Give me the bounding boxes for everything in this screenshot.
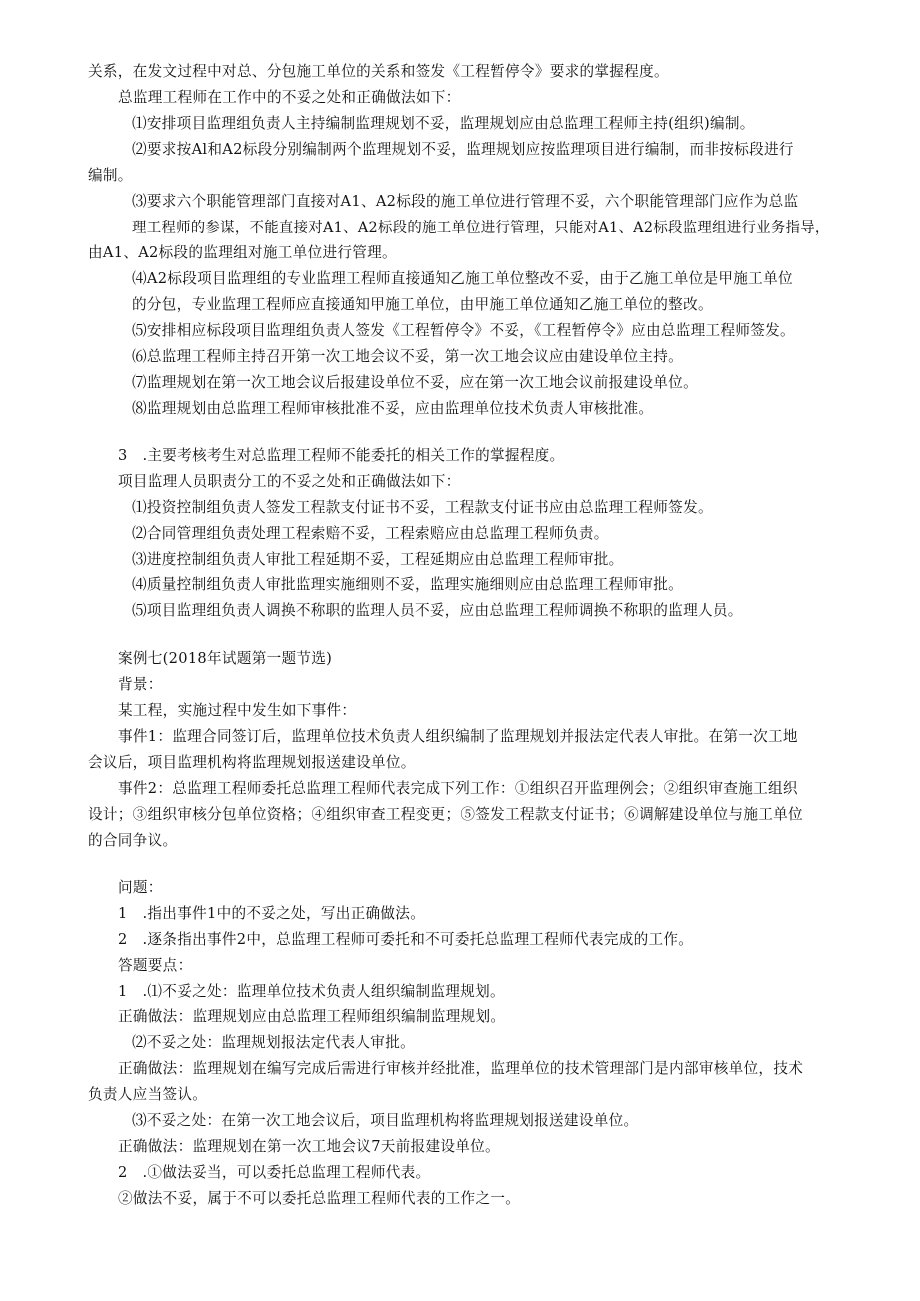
text-line: 背景： xyxy=(118,676,163,693)
case-title: 案例七(2018年试题第一题节选) xyxy=(118,650,333,667)
text-line: 理工程师的参谋，不能直接对A1、A2标段的施工单位进行管理，只能对A1、A2标段监理组进行业务指导， xyxy=(132,220,830,236)
text-line: 2 .逐条指出事件2中，总监理工程师可委托和不可委托总监理工程师代表完成的工作。 xyxy=(118,931,694,948)
text-line: 正确做法：监理规划在编写完成后需进行审核并经批准，监理单位的技术管理部门是内部审核单位，技术 xyxy=(118,1060,804,1077)
text-line: ⑸安排相应标段项目监理组负责人签发《工程暂停令》不妥，《工程暂停令》应由总监理工程师签发。 xyxy=(132,322,795,339)
text-line: ⑷质量控制组负责人审批监理实施细则不妥，监理实施细则应由总监理工程师审批。 xyxy=(132,576,684,593)
text-line: 3 .主要考核考生对总监理工程师不能委托的相关工作的掌握程度。 xyxy=(118,447,565,464)
text-line: 关系，在发文过程中对总、分包施工单位的关系和签发《工程暂停令》要求的掌握程度。 xyxy=(88,63,669,80)
text-line: 的合同争议。 xyxy=(88,832,178,849)
text-line: ⑻监理规划由总监理工程师审核批准不妥，应由监理单位技术负责人审核批准。 xyxy=(132,400,654,417)
text-line: 设计；③组织审核分包单位资格；④组织审查工程变更；⑤签发工程款支付证书；⑥调解建设单位与施工单位 xyxy=(88,806,803,823)
text-line: 事件1：监理合同签订后，监理单位技术负责人组织编制了监理规划并报法定代表人审批。在第一次工地 xyxy=(118,728,798,745)
text-line: 1 .⑴不妥之处：监理单位技术负责人组织编制监理规划。 xyxy=(118,983,505,1000)
text-line: 某工程，实施过程中发生如下事件： xyxy=(118,702,357,719)
text-line: 会议后，项目监理机构将监理规划报送建设单位。 xyxy=(88,754,416,771)
text-line: ⑹总监理工程师主持召开第一次工地会议不妥，第一次工地会议应由建设单位主持。 xyxy=(132,348,684,365)
text-line: ⑺监理规划在第一次工地会议后报建设单位不妥，应在第一次工地会议前报建设单位。 xyxy=(132,374,698,391)
text-line: ⑵要求按Al和A2标段分别编制两个监理规划不妥，监理规划应按监理项目进行编制，而非按标段进行 xyxy=(132,141,794,158)
text-line: 问题： xyxy=(118,879,163,896)
text-line: ⑸项目监理组负责人调换不称职的监理人员不妥，应由总监理工程师调换不称职的监理人员。 xyxy=(132,602,743,619)
text-line: 1 .指出事件1中的不妥之处，写出正确做法。 xyxy=(118,905,426,922)
text-line: ②做法不妥，属于不可以委托总监理工程师代表的工作之一。 xyxy=(118,1190,521,1207)
text-line: ⑵合同管理组负责处理工程索赔不妥，工程索赔应由总监理工程师负责。 xyxy=(132,525,609,542)
text-line: 的分包，专业监理工程师应直接通知甲施工单位，由甲施工单位通知乙施工单位的整改。 xyxy=(132,296,713,313)
text-line: 正确做法：监理规划在第一次工地会议7天前报建设单位。 xyxy=(118,1138,500,1155)
text-line: ⑶要求六个职能管理部门直接对A1、A2标段的施工单位进行管理不妥，六个职能管理部门应作为总监 xyxy=(132,193,799,210)
text-line: ⑴投资控制组负责人签发工程款支付证书不妥，工程款支付证书应由总监理工程师签发。 xyxy=(132,499,713,516)
text-line: 总监理工程师在工作中的不妥之处和正确做法如下： xyxy=(118,89,461,106)
text-line: 由A1、A2标段的监理组对施工单位进行管理。 xyxy=(88,244,397,261)
text-line: 负责人应当签认。 xyxy=(88,1086,208,1103)
text-line: ⑶不妥之处：在第一次工地会议后，项目监理机构将监理规划报送建设单位。 xyxy=(132,1112,639,1129)
text-line: 正确做法：监理规划应由总监理工程师组织编制监理规划。 xyxy=(118,1008,506,1025)
text-line: 答题要点： xyxy=(118,957,193,974)
text-line: ⑵不妥之处：监理规划报法定代表人审批。 xyxy=(132,1034,415,1051)
text-line: 2 .①做法妥当，可以委托总监理工程师代表。 xyxy=(118,1164,431,1181)
text-line: ⑷A2标段项目监理组的专业监理工程师直接通知乙施工单位整改不妥，由于乙施工单位是甲施工单位 xyxy=(132,270,793,287)
text-line: 编制。 xyxy=(88,167,133,184)
text-line: 项目监理人员职责分工的不妥之处和正确做法如下： xyxy=(118,473,461,490)
text-line: ⑴安排项目监理组负责人主持编制监理规划不妥，监理规划应由总监理工程师主持(组织)编制。 xyxy=(132,115,755,132)
text-line: ⑶进度控制组负责人审批工程延期不妥，工程延期应由总监理工程师审批。 xyxy=(132,551,624,568)
text-line: 事件2：总监理工程师委托总监理工程师代表完成下列工作：①组织召开监理例会；②组织审查施工组织 xyxy=(118,780,798,797)
